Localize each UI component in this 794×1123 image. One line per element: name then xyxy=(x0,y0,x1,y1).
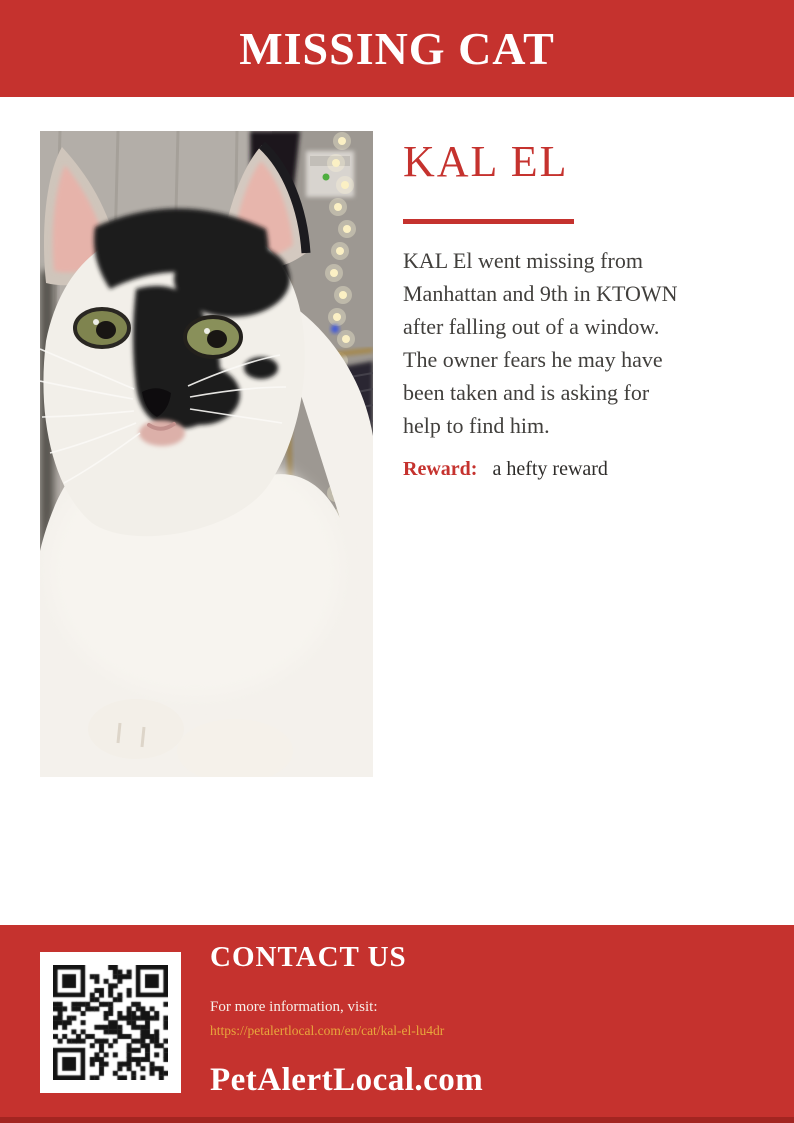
description-line: The owner fears he may have xyxy=(403,347,663,373)
contact-heading: CONTACT US xyxy=(210,941,407,973)
footer-text xyxy=(210,925,770,1099)
footer-bottom-strip xyxy=(0,1117,794,1123)
description-line: been taken and is asking for xyxy=(403,380,650,406)
red-divider xyxy=(403,219,574,224)
header-banner xyxy=(0,0,794,97)
page-title: MISSING CAT xyxy=(239,23,555,74)
contact-footer xyxy=(0,925,794,1123)
reward-row xyxy=(403,458,763,481)
cat-photo-illustration xyxy=(40,131,373,777)
qr-card xyxy=(40,952,181,1093)
cat-photo xyxy=(40,131,373,777)
reward-value: a hefty reward xyxy=(492,458,608,481)
qr-code xyxy=(53,965,168,1080)
description-line: help to find him. xyxy=(403,413,550,439)
pet-description xyxy=(403,244,763,442)
pet-details xyxy=(403,138,763,481)
site-name: PetAlertLocal.com xyxy=(210,1062,484,1098)
description-line: KAL El went missing from xyxy=(403,248,643,274)
pet-page-link[interactable]: https://petalertlocal.com/en/cat/kal-el-lu4dr xyxy=(210,1023,445,1038)
reward-label: Reward: xyxy=(403,458,478,481)
pet-name: KAL EL xyxy=(403,137,569,186)
description-line: Manhattan and 9th in KTOWN xyxy=(403,281,678,307)
description-line: after falling out of a window. xyxy=(403,314,660,340)
more-info-label: For more information, visit: xyxy=(210,999,378,1015)
